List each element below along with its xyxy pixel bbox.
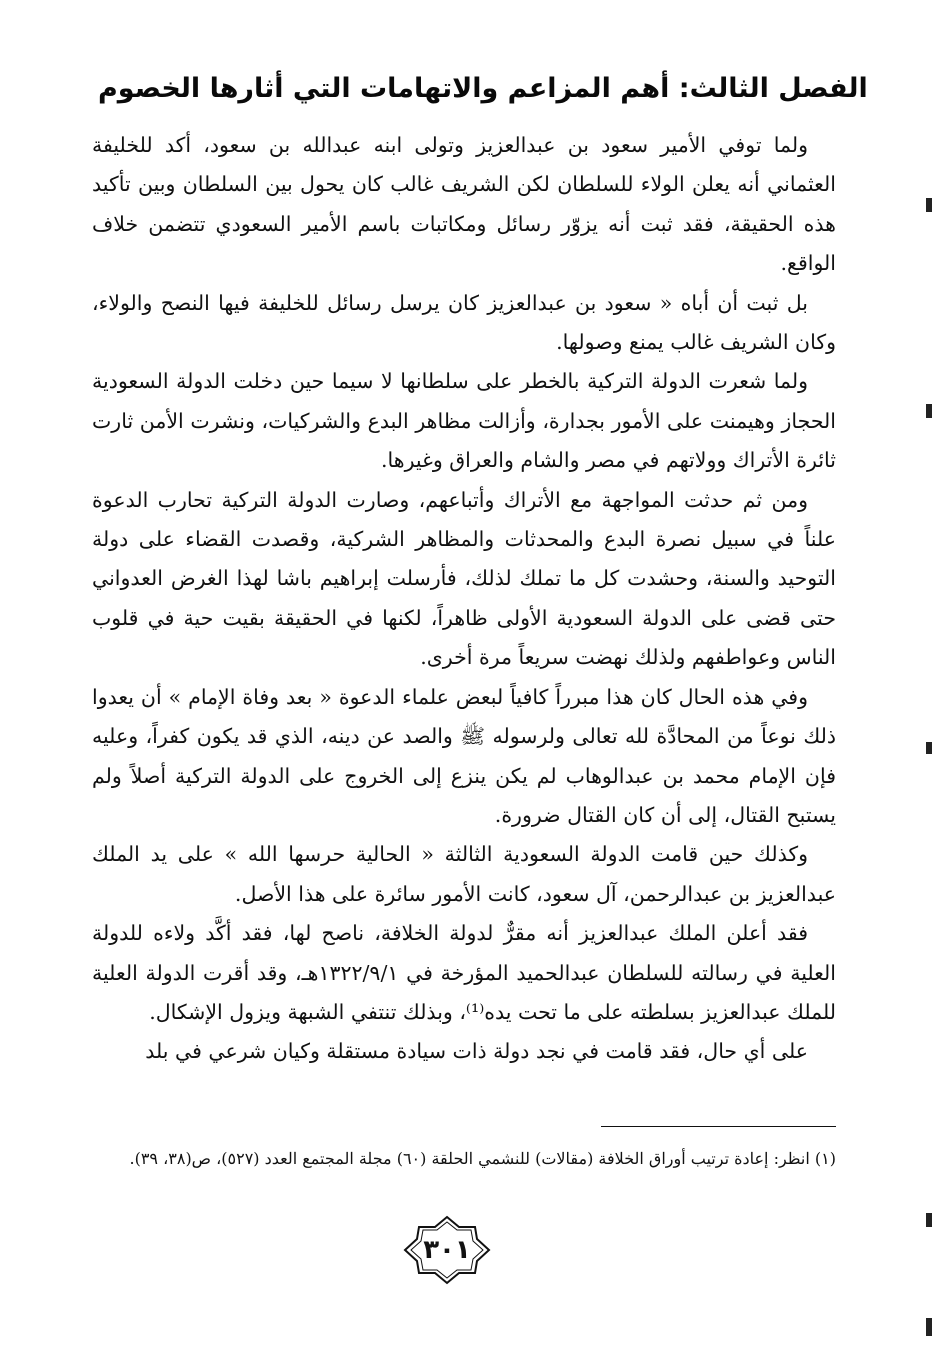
paragraph: ولما شعرت الدولة التركية بالخطر على سلطانها لا سيما حين دخلت الدولة السعودية الحجاز وهيمنت على الأمور بجدارة، وأزالت مظاهر البدع والشركيات، ونشرت الأمن ثارت ثائرة الأتراك وولاتهم في مصر والشام والعراق وغيرها.	[92, 369, 836, 473]
paragraph: ولما توفي الأمير سعود بن عبدالعزيز وتولى ابنه عبدالله بن سعود، أكد للخليفة العثماني أنه يعلن الولاء للسلطان لكن الشريف غالب كان يحول بين السلطان وبين تأكيد هذه الحقيقة، فقد ثبت أنه يزوّر رسائل ومكاتبات باسم الأمير السعودي تتضمن خلاف الواقع.	[92, 133, 836, 276]
paragraph: فقد أعلن الملك عبدالعزيز أنه مقرٌّ لدولة الخلافة، ناصح لها، فقد أكَّد ولاءه للدولة العلية في رسالته للسلطان عبدالحميد المؤرخة في ١٣٢٢/٩/١هـ، وقد أقرت الدولة العلية للملك عبدالعزيز بسلطته على ما تحت يده⁽¹⁾، وبذلك تنتفي الشبهة ويزول الإشكال.	[92, 921, 836, 1024]
scan-mark	[926, 1318, 932, 1336]
body-text	[92, 126, 836, 1072]
scan-mark	[926, 404, 932, 418]
scan-mark	[926, 198, 932, 212]
scan-mark	[926, 1213, 932, 1227]
paragraph: ومن ثم حدثت المواجهة مع الأتراك وأتباعهم، وصارت الدولة التركية تحارب الدعوة علناً في سبيل نصرة البدع والمحدثات والمظاهر الشركية، وقصدت القضاء على دولة التوحيد والسنة، وحشدت كل ما تملك لذلك، فأرسلت إبراهيم باشا لهذا الغرض العدواني حتى قضى على الدولة السعودية الأولى ظاهراً، لكنها في الحقيقة بقيت حية في قلوب الناس وعواطفهم ولذلك نهضت سريعاً مرة أخرى.	[92, 487, 836, 670]
paragraph: على أي حال، فقد قامت في نجد دولة ذات سيادة مستقلة وكيان شرعي في بلد	[145, 1039, 808, 1064]
running-header	[90, 66, 868, 106]
chapter-title: الفصل الثالث: أهم المزاعم والاتهامات التي أثارها الخصوم	[98, 73, 868, 104]
footnote: (١) انظر: إعادة ترتيب أوراق الخلافة (مقالات) للنشمي الحلقة (٦٠) مجلة المجتمع العدد (٥٢٧)، ص(٣٨، ٣٩).	[129, 1149, 836, 1168]
paragraph: وفي هذه الحال كان هذا مبرراً كافياً لبعض علماء الدعوة « بعد وفاة الإمام » أن يعدوا ذلك نوعاً من المحادَّة لله تعالى ولرسوله ﷺ والصد عن دينه، الذي قد يكون كفراً، وعليه فإن الإمام محمد بن عبدالوهاب لم يكن ينزع إلى الخروج على الدولة التركية أصلاً ولم يستبح القتال، إلى أن كان القتال ضرورة.	[92, 684, 836, 827]
page-number: ٣٠١	[423, 1235, 471, 1265]
scan-mark	[926, 742, 932, 754]
paragraph: وكذلك حين قامت الدولة السعودية الثالثة « الحالية حرسها الله » على يد الملك عبدالعزيز بن عبدالرحمن، آل سعود، كانت الأمور سائرة على هذا الأصل.	[92, 842, 836, 906]
footnote-separator	[601, 1126, 836, 1127]
paragraph: بل ثبت أن أباه « سعود بن عبدالعزيز كان يرسل رسائل للخليفة فيها النصح والولاء، وكان الشريف غالب يمنع وصولها.	[92, 290, 836, 355]
page-number-ornament	[403, 1215, 491, 1285]
